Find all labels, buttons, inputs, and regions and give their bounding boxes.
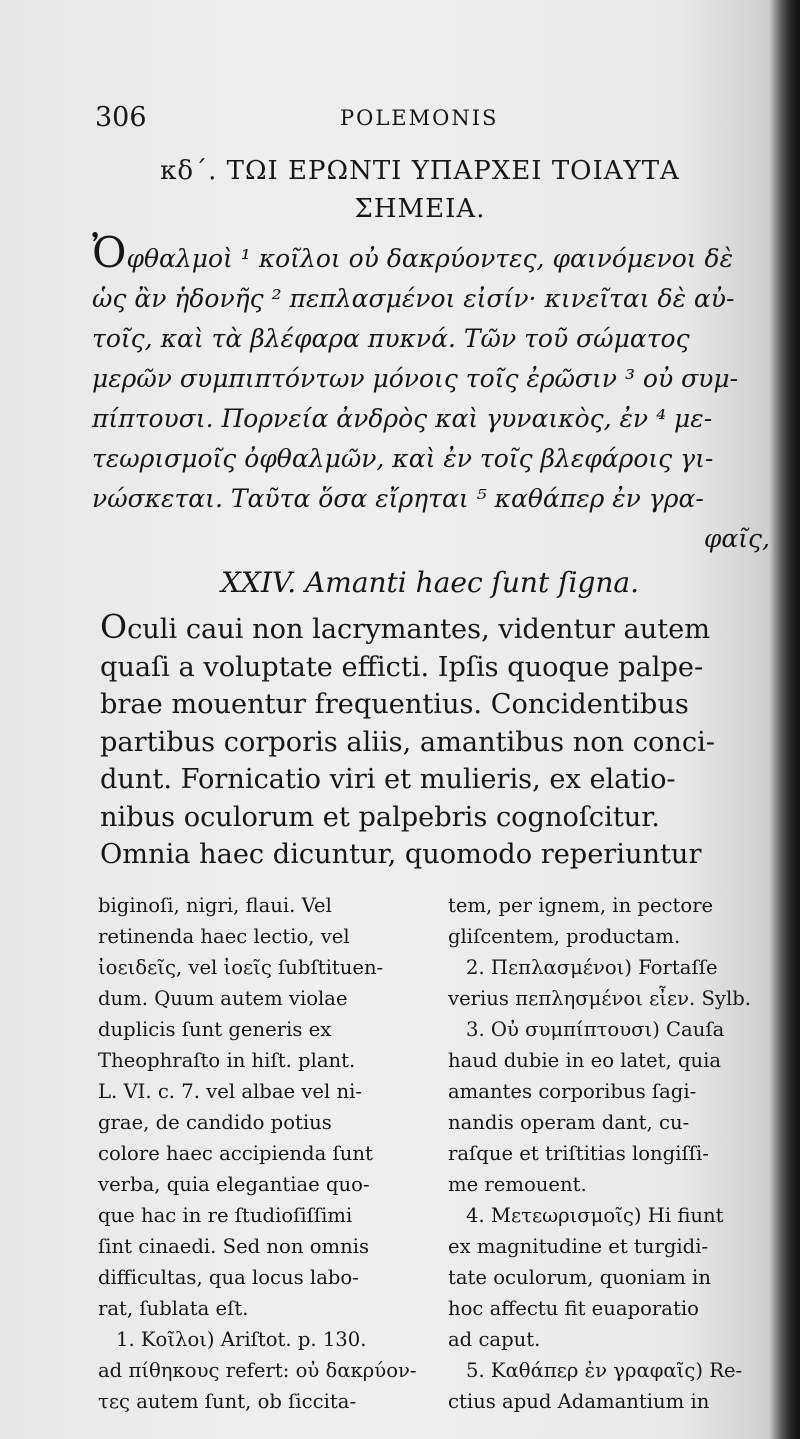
page-number: 306 — [95, 102, 147, 133]
footnote-line: tate oculorum, quoniam in — [448, 1266, 711, 1289]
greek-heading-line-2: ΣΗΜΕΙΑ. — [354, 194, 486, 224]
footnote-line: dum. Quum autem violae — [98, 987, 348, 1010]
footnote-line: amantes corporibus ſagi- — [448, 1080, 697, 1103]
greek-heading-line-1: κδ΄. ΤΩΙ ΕΡΩΝΤΙ ΥΠΑΡΧΕΙ ΤΟΙΑΥΤΑ — [160, 156, 680, 186]
page-edge-shadow — [770, 0, 800, 1439]
greek-line: τοῖς, καὶ τὰ βλέφαρα πυκνά. Τῶν τοῦ σώματος — [92, 324, 690, 353]
latin-line: quaſi a voluptate efficti. Ipſis quoque palpe- — [100, 651, 704, 683]
footnote-line: duplicis ſunt generis ex — [98, 1018, 332, 1041]
greek-line: ὡς ἂν ἡδονῆς ² πεπλασμένοι εἰσίν· κινεῖται δὲ αὐ- — [92, 284, 735, 313]
greek-line: φαῖς, — [703, 524, 770, 553]
notes-divider — [95, 878, 770, 879]
latin-line: nibus oculorum et palpebris cognoſcitur. — [100, 801, 660, 833]
latin-line: Oculi caui non lacrymantes, videntur autem — [100, 607, 711, 646]
footnote-line: 2. Πεπλασμένοι) Fortaſſe — [466, 956, 718, 979]
latin-initial-letter: O — [100, 607, 128, 646]
footnote-line: ctius apud Adamantium in — [448, 1390, 710, 1413]
latin-line: brae mouentur frequentius. Concidentibus — [100, 689, 689, 720]
footnote-line: gliſcentem, productam. — [448, 925, 681, 948]
footnote-line: haud dubie in eo latet, quia — [448, 1049, 722, 1072]
page-header — [95, 100, 775, 136]
footnote-line: que hac in re ſtudioſiſſimi — [98, 1204, 353, 1227]
latin-paragraph — [100, 608, 768, 874]
footnote-line: colore haec accipienda ſunt — [98, 1142, 373, 1165]
footnote-line: ad caput. — [448, 1328, 541, 1351]
footnote-line: Theophraſto in hiſt. plant. — [98, 1049, 356, 1072]
footnote-line: hoc affectu fit euaporatio — [448, 1297, 699, 1320]
footnote-line: verba, quia elegantiae quo- — [98, 1173, 370, 1196]
footnote-line: retinenda haec lectio, vel — [98, 925, 350, 948]
footnote-line: 1. Κοῖλοι) Ariſtot. p. 130. — [116, 1328, 367, 1351]
latin-line: partibus corporis aliis, amantibus non conci- — [100, 726, 715, 758]
footnote-line: ἰοειδεῖς, vel ἰοεῖς ſubſtituen- — [98, 956, 384, 979]
footnote-line: L. VI. c. 7. vel albae vel ni- — [98, 1080, 362, 1103]
footnote-line: raſque et triſtitias longiſſi- — [448, 1142, 709, 1165]
greek-line: πίπτουσι. Πορνεία ἀνδρὸς καὶ γυναικὸς, ἐν ⁴ με- — [92, 404, 713, 433]
footnotes-left-column — [98, 890, 432, 1417]
footnotes-right-column — [448, 890, 766, 1417]
latin-line: Omnia haec dicuntur, quomodo reperiuntur — [100, 839, 702, 870]
footnote-line: 5. Καθάπερ ἐν γραφαῖς) Re- — [466, 1359, 743, 1382]
latin-line: dunt. Fornicatio viri et mulieris, ex elatio- — [100, 764, 676, 795]
footnote-line: 3. Οὐ συμπίπτουσι) Cauſa — [466, 1018, 725, 1041]
footnote-line: me remouent. — [448, 1173, 587, 1196]
footnote-line: τες autem ſunt, ob ſiccita- — [98, 1390, 357, 1413]
footnote-line: ſint cinaedi. Sed non omnis — [98, 1235, 370, 1258]
running-title: POLEMONIS — [340, 106, 499, 130]
footnote-line: biginoſi, nigri, flaui. Vel — [98, 894, 332, 917]
greek-line: μερῶν συμπιπτόντων μόνοις τοῖς ἐρῶσιν ³ οὐ συμ- — [92, 364, 739, 393]
footnote-line: nandis operam dant, cu- — [448, 1111, 690, 1134]
footnote-line: 4. Μετεωρισμοῖς) Hi fiunt — [466, 1204, 724, 1227]
footnote-line: verius πεπλησμένοι εἶεν. Sylb. — [448, 987, 752, 1010]
footnote-line: rat, ſublata eſt. — [98, 1297, 249, 1320]
greek-line: Ὀφθαλμοὶ ¹ κοῖλοι οὐ δακρύοντες, φαινόμενοι δὲ — [92, 228, 734, 277]
footnote-line: ex magnitudine et turgidi- — [448, 1235, 709, 1258]
greek-section-heading — [100, 152, 740, 228]
greek-line: τεωρισμοῖς ὀφθαλμῶν, καὶ ἐν τοῖς βλεφάροις γι- — [92, 444, 714, 473]
footnote-line: difficultas, qua locus labo- — [98, 1266, 359, 1289]
footnote-line: ad πίθηκους refert: οὐ δακρύον- — [98, 1359, 417, 1382]
footnote-line: tem, per ignem, in pectore — [448, 894, 714, 917]
latin-section-heading: XXIV. Amanti haec ſunt ſigna. — [221, 566, 639, 599]
greek-line: νώσκεται. Ταῦτα ὅσα εἴρηται ⁵ καθάπερ ἐν γρα- — [92, 484, 704, 513]
greek-initial-letter: Ὀ — [92, 228, 127, 277]
footnote-line: grae, de candido potius — [98, 1111, 332, 1134]
greek-paragraph — [92, 228, 770, 559]
